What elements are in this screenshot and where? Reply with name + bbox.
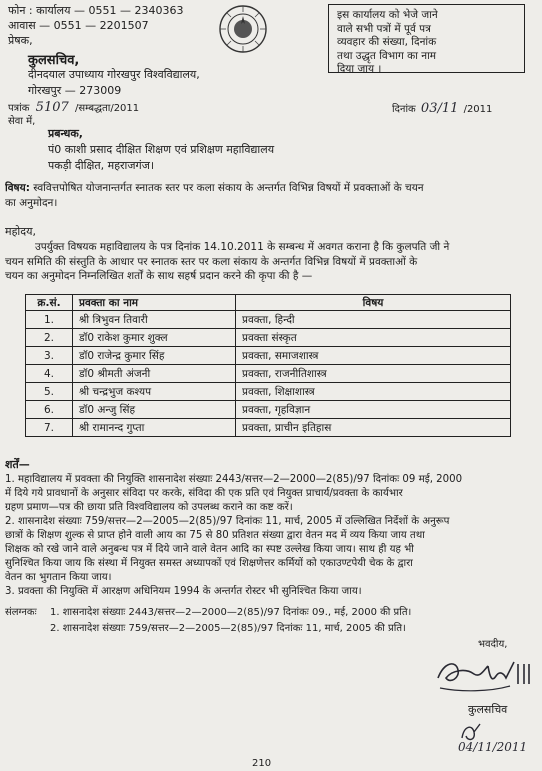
- subject-text: स्ववित्तपोषित योजनान्तर्गत स्नातक स्तर पर कला संकाय के अन्तर्गत विभिन्न विषयों में प्रवक्ताओं के चयन: [29, 182, 424, 194]
- cell-name: श्री चन्द्रभुज कश्यप: [73, 383, 236, 401]
- page-number: 210: [252, 758, 272, 769]
- body-line: उपर्युक्त विषयक महाविद्यालय के पत्र दिनांक 14.10.2011 के सम्बन्ध में अवगत कराना है कि कुलपति जी ने: [35, 241, 450, 253]
- condition-line: सुनिश्चित किया जाय कि संस्था में नियुक्त समस्त अध्यापकों एवं शिक्षणेत्तर कर्मियों को एकाउण्टपेयी चेक के द्वारा: [5, 558, 413, 569]
- notice-line: दिया जाय ।: [337, 63, 382, 75]
- phone-residence: आवास — 0551 — 2201507: [8, 19, 149, 32]
- phone-office: फोन : कार्यालय — 0551 — 2340363: [8, 4, 184, 17]
- notice-line: व्यवहार की संख्या, दिनांक: [337, 36, 437, 48]
- cell-serial: 3.: [26, 347, 73, 365]
- table-row: [26, 401, 511, 419]
- service-label: सेवा में,: [8, 116, 36, 127]
- cell-serial: 6.: [26, 401, 73, 419]
- recipient-line-2: पकड़ी दीक्षित, महराजगंज।: [48, 159, 155, 172]
- table-row: [26, 419, 511, 437]
- body-paragraph: [5, 240, 525, 284]
- cell-subject: प्रवक्ता, गृहविज्ञान: [236, 401, 511, 419]
- notice-line: इस कार्यालय को भेजे जाने: [337, 9, 438, 21]
- letter-date: [392, 101, 492, 116]
- letter-number-handwritten: 5107: [35, 100, 69, 115]
- university-city: गोरखपुर — 273009: [28, 84, 122, 97]
- subject-line-1: [5, 181, 525, 196]
- cell-name: श्री त्रिभुवन तिवारी: [73, 311, 236, 329]
- notice-box: [328, 4, 525, 73]
- notice-line: वाले सभी पत्रों में पूर्व पत्र: [337, 22, 431, 35]
- cell-subject: प्रवक्ता, शिक्षाशास्त्र: [236, 383, 511, 401]
- cell-name: डॉ0 राकेश कुमार शुक्ल: [73, 329, 236, 347]
- date-label: दिनांक: [392, 104, 416, 115]
- closing-yours: भवदीय,: [478, 639, 508, 650]
- cell-subject: प्रवक्ता, प्राचीन इतिहास: [236, 419, 511, 437]
- date-year: /2011: [463, 104, 493, 115]
- conditions-list: [5, 473, 529, 599]
- university-seal-logo: [218, 4, 268, 54]
- closing-designation: कुलसचिव: [468, 703, 508, 716]
- condition-line: छात्रों के शिक्षण शुल्क से प्राप्त होने वाली आय का 75 से 80 प्रतिशत संख्या द्वारा वेतन मद में व्यय किया जाय तथा: [5, 530, 425, 541]
- cell-subject: प्रवक्ता, राजनीतिशास्त्र: [236, 365, 511, 383]
- cell-name: डॉ0 राजेन्द्र कुमार सिंह: [73, 347, 236, 365]
- cell-name: डॉ0 अन्जु सिंह: [73, 401, 236, 419]
- notice-line: तथा उद्धृत विभाग का नाम: [337, 49, 437, 62]
- university-name: दीनदयाल उपाध्याय गोरखपुर विश्वविद्यालय,: [28, 68, 200, 81]
- signature-image: [430, 648, 535, 698]
- letter-number-prefix: पत्रांक: [8, 103, 30, 114]
- table-row: [26, 365, 511, 383]
- condition-line: 2. शासनादेश संख्याः 759/सत्तर—2—2005—2(85)/97 दिनांकः 11, मार्च, 2005 में उल्लिखित निर्देशों के अनुरूप: [5, 516, 450, 527]
- table-header-row: [26, 295, 511, 311]
- recipient-line-1: पं0 काशी प्रसाद दीक्षित शिक्षण एवं प्रशिक्षण महाविद्यालय: [48, 143, 275, 156]
- enclosure-line-1: 1. शासनादेश संख्याः 2443/सत्तर—2—2000—2(85)/97 दिनांकः 09., मई, 2000 की प्रति।: [50, 607, 412, 618]
- cell-serial: 2.: [26, 329, 73, 347]
- cell-subject: प्रवक्ता संस्कृत: [236, 329, 511, 347]
- col-subject: विषय: [236, 295, 511, 311]
- cell-serial: 5.: [26, 383, 73, 401]
- condition-line: 3. प्रवक्ता की नियुक्ति में आरक्षण अधिनियम 1994 के अन्तर्गत रोस्टर भी सुनिश्चित किया जाय।: [5, 586, 362, 597]
- enclosure-label: संलग्नकः: [5, 607, 37, 618]
- lecturer-table: [25, 294, 511, 437]
- table-row: [26, 347, 511, 365]
- condition-line: शिक्षक को रखे जाने वाले अनुबन्ध पत्र में दिये जाने वाले वेतन आदि का स्पष्ट उल्लेख किया जाय। साथ ही यह भी: [5, 544, 414, 555]
- condition-line: में दिये गये प्रावधानों के अनुसार संविदा पर करके, संविदा की एक प्रति एवं नियुक्त प्राचार्य/प्रवक्ता के कार्यभार: [5, 488, 403, 499]
- body-line: चयन का अनुमोदन निम्नलिखित शर्तों के साथ सहर्ष प्रदान करने की कृपा की है —: [5, 270, 313, 282]
- subject: [5, 181, 525, 210]
- subject-label: विषय:: [5, 182, 30, 194]
- table-row: [26, 383, 511, 401]
- table-row: [26, 329, 511, 347]
- cell-serial: 1.: [26, 311, 73, 329]
- condition-line: वेतन का भुगतान किया जाय।: [5, 572, 112, 583]
- body-line: चयन समिति की संस्तुति के आधार पर स्नातक स्तर पर कला संकाय के अन्तर्गत विभिन्न विषयों में प्रवक्ताओं के: [5, 255, 418, 268]
- from-label: प्रेषक,: [8, 34, 33, 47]
- cell-serial: 7.: [26, 419, 73, 437]
- cell-subject: प्रवक्ता, हिन्दी: [236, 311, 511, 329]
- subject-line-2: का अनुमोदन।: [5, 196, 58, 209]
- cell-name: डॉ0 श्रीमती अंजनी: [73, 365, 236, 383]
- cell-subject: प्रवक्ता, समाजशास्त्र: [236, 347, 511, 365]
- sender-title: कुलसचिव,: [28, 53, 80, 68]
- enclosure-line-2: 2. शासनादेश संख्याः 759/सत्तर—2—2005—2(85)/97 दिनांकः 11, मार्च, 2005 की प्रति।: [50, 623, 406, 634]
- condition-line: 1. महाविद्यालय में प्रवक्ता की नियुक्ति शासनादेश संख्याः 2443/सत्तर—2—2000—2(85)/97 दिनांकः 09 मई, 2000: [5, 474, 463, 485]
- conditions-heading: शर्तें—: [5, 458, 30, 471]
- recipient-title: प्रबन्धक,: [48, 127, 83, 140]
- signature-date-handwritten: 04/11/2011: [458, 740, 528, 754]
- col-name: प्रवक्ता का नाम: [73, 295, 236, 311]
- col-serial: क्र.सं.: [26, 295, 73, 311]
- condition-line: ग्रहण प्रमाण—पत्र की छाया प्रति विश्वविद्यालय को उपलब्ध कराने का कष्ट करें।: [5, 502, 293, 513]
- date-handwritten: 03/11: [420, 101, 459, 116]
- table-row: [26, 311, 511, 329]
- cell-serial: 4.: [26, 365, 73, 383]
- letter-number-suffix: /सम्बद्धता/2011: [74, 103, 140, 114]
- salutation: महोदय,: [5, 225, 36, 238]
- cell-name: श्री रामानन्द गुप्ता: [73, 419, 236, 437]
